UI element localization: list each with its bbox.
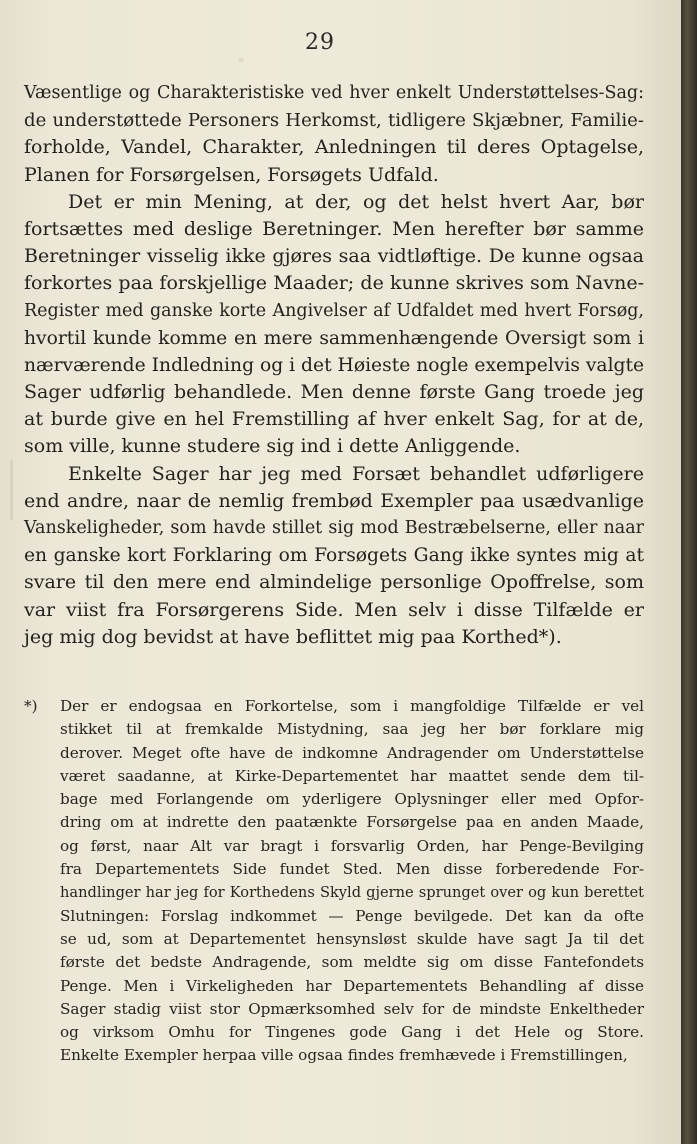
text-line: svare til den mere end almindelige personlige Opoffrelse, som xyxy=(24,571,644,594)
footnote xyxy=(24,695,644,1068)
footnote-line: dring om at indrette den paatænkte Forsørgelse paa en anden Maade, xyxy=(60,813,644,832)
text-line: de understøttede Personers Herkomst, tidligere Skjæbner, Familie- xyxy=(24,110,644,132)
text-line: nærværende Indledning og i det Høieste nogle exempelvis valgte xyxy=(24,354,645,376)
text-line: Vanskeligheder, som havde stillet sig mod Bestræbelserne, eller naar xyxy=(24,518,644,538)
footnote-first-line xyxy=(24,695,644,718)
footnote-line: fra Departementets Side fundet Sted. Men disse forberedende For- xyxy=(60,860,644,879)
body-text xyxy=(24,80,644,651)
footnote-line: handlinger har jeg for Korthedens Skyld gjerne sprunget over og kun berettet xyxy=(60,884,644,902)
paragraph-start-line: Det er min Mening, at der, og det helst hvert Aar, bør xyxy=(68,190,644,213)
paper-blemish xyxy=(238,58,244,62)
text-line: forkortes paa forskjellige Maader; de kunne skrives som Navne- xyxy=(24,272,644,295)
footnote-line: bage med Forlangende om yderligere Oplysninger eller med Opfor- xyxy=(60,790,644,809)
footnote-line: derover. Meget ofte have de indkomne Andragender om Understøttelse xyxy=(60,743,644,762)
text-line: Planen for Forsørgelsen, Forsøgets Udfald. xyxy=(24,163,439,186)
footnote-line: stikket til at fremkalde Mistydning, saa jeg her bør forklare mig xyxy=(60,720,644,739)
footnote-marker: *) xyxy=(24,697,38,715)
text-line: Sager udførlig behandlede. Men denne første Gang troede jeg xyxy=(24,381,644,404)
footnote-line: og først, naar Alt var bragt i forsvarlig Orden, har Penge-Bevilging xyxy=(60,836,644,855)
text-line: en ganske kort Forklaring om Forsøgets Gang ikke syntes mig at xyxy=(24,545,644,567)
text-line: Register med ganske korte Angivelser af Udfaldet med hvert Forsøg, xyxy=(24,300,644,321)
footnote-line: og virksom Omhu for Tingenes gode Gang i det Hele og Store. xyxy=(60,1023,644,1042)
footnote-line: se ud, som at Departementet hensynsløst skulde have sagt Ja til det xyxy=(60,929,644,948)
text-line: hvortil kunde komme en mere sammenhængende Oversigt som i xyxy=(24,327,644,349)
text-line: Væsentlige og Charakteristiske ved hver enkelt Understøttelses-Sag: xyxy=(24,83,644,103)
text-line: end andre, naar de nemlig frembød Exempler paa usædvanlige xyxy=(24,489,644,512)
page-number: 29 xyxy=(305,30,335,55)
book-spine-edge xyxy=(681,0,697,1144)
text-line: som ville, kunne studere sig ind i dette Anliggende. xyxy=(24,435,521,458)
footnote-line: Enkelte Exempler herpaa ville ogsaa findes fremhævede i Fremstillingen, xyxy=(60,1046,628,1065)
text-line: var viist fra Forsørgerens Side. Men selv i disse Tilfælde er xyxy=(24,598,644,621)
footnote-line: Penge. Men i Virkeligheden har Departementets Behandling af disse xyxy=(60,976,644,995)
text-line: fortsættes med deslige Beretninger. Men herefter bør samme xyxy=(24,217,644,240)
text-line: Beretninger visselig ikke gjøres saa vidtløftige. De kunne ogsaa xyxy=(24,245,644,268)
text-line: forholde, Vandel, Charakter, Anledningen til deres Optagelse, xyxy=(24,136,644,159)
footnote-text: Der er endogsaa en Forkortelse, som i mangfoldige Tilfælde er vel xyxy=(60,697,644,715)
footnote-line: Sager stadig viist stor Opmærksomhed selv for de mindste Enkeltheder xyxy=(60,999,644,1018)
footnote-line: været saadanne, at Kirke-Departementet har maattet sende dem til- xyxy=(60,766,644,785)
text-line: at burde give en hel Fremstilling af hver enkelt Sag, for at de, xyxy=(24,408,644,431)
footnote-line: Slutningen: Forslag indkommet — Penge bevilgede. Det kan da ofte xyxy=(60,906,644,925)
paper-blemish xyxy=(10,460,13,520)
paragraph-start-line: Enkelte Sager har jeg med Forsæt behandlet udførligere xyxy=(68,462,644,485)
text-line: jeg mig dog bevidst at have beflittet mig paa Korthed*). xyxy=(24,625,562,648)
footnote-line: første det bedste Andragende, som meldte sig om disse Fantefondets xyxy=(60,953,644,972)
